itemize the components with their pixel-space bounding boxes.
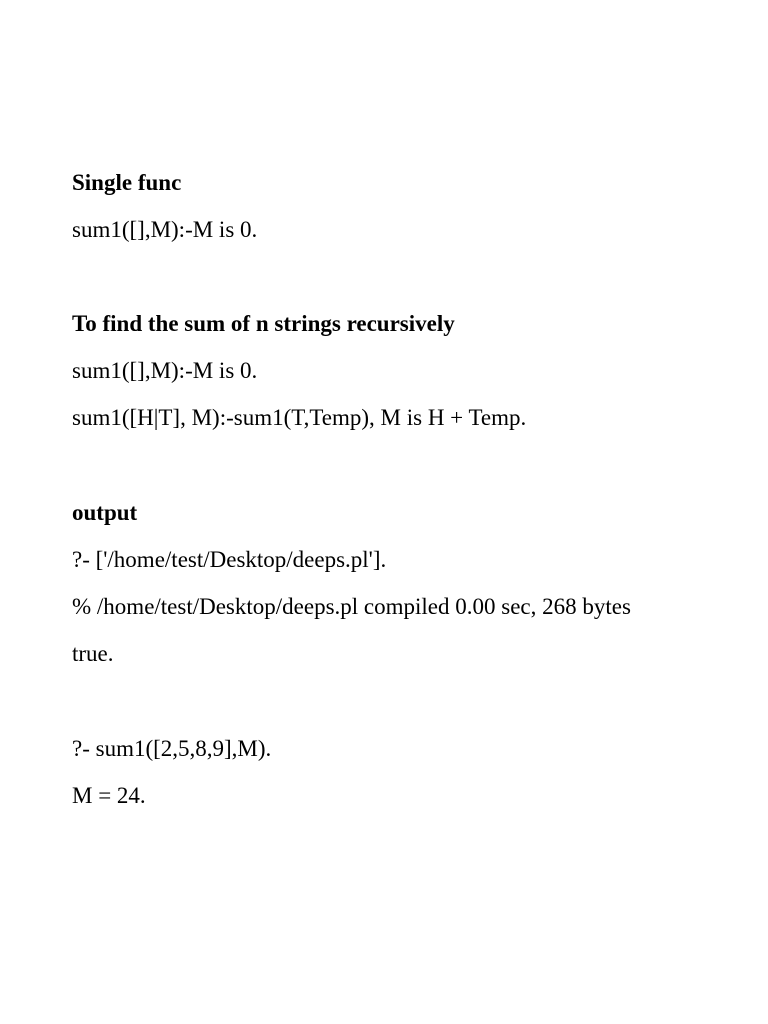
output-line: M = 24. [72, 783, 146, 808]
output-line: ?- ['/home/test/Desktop/deeps.pl']. [72, 547, 387, 572]
section-heading-sum-recursive: To find the sum of n strings recursively [72, 311, 455, 336]
section-heading-output: output [72, 500, 138, 525]
code-line: sum1([],M):-M is 0. [72, 358, 258, 383]
code-line: sum1([H|T], M):-sum1(T,Temp), M is H + Temp. [72, 405, 527, 430]
section-heading-single-func: Single func [72, 170, 182, 195]
output-line: true. [72, 641, 114, 666]
code-line: sum1([],M):-M is 0. [72, 217, 258, 242]
output-line: ?- sum1([2,5,8,9],M). [72, 736, 272, 761]
output-line: % /home/test/Desktop/deeps.pl compiled 0.00 sec, 268 bytes [72, 594, 631, 619]
